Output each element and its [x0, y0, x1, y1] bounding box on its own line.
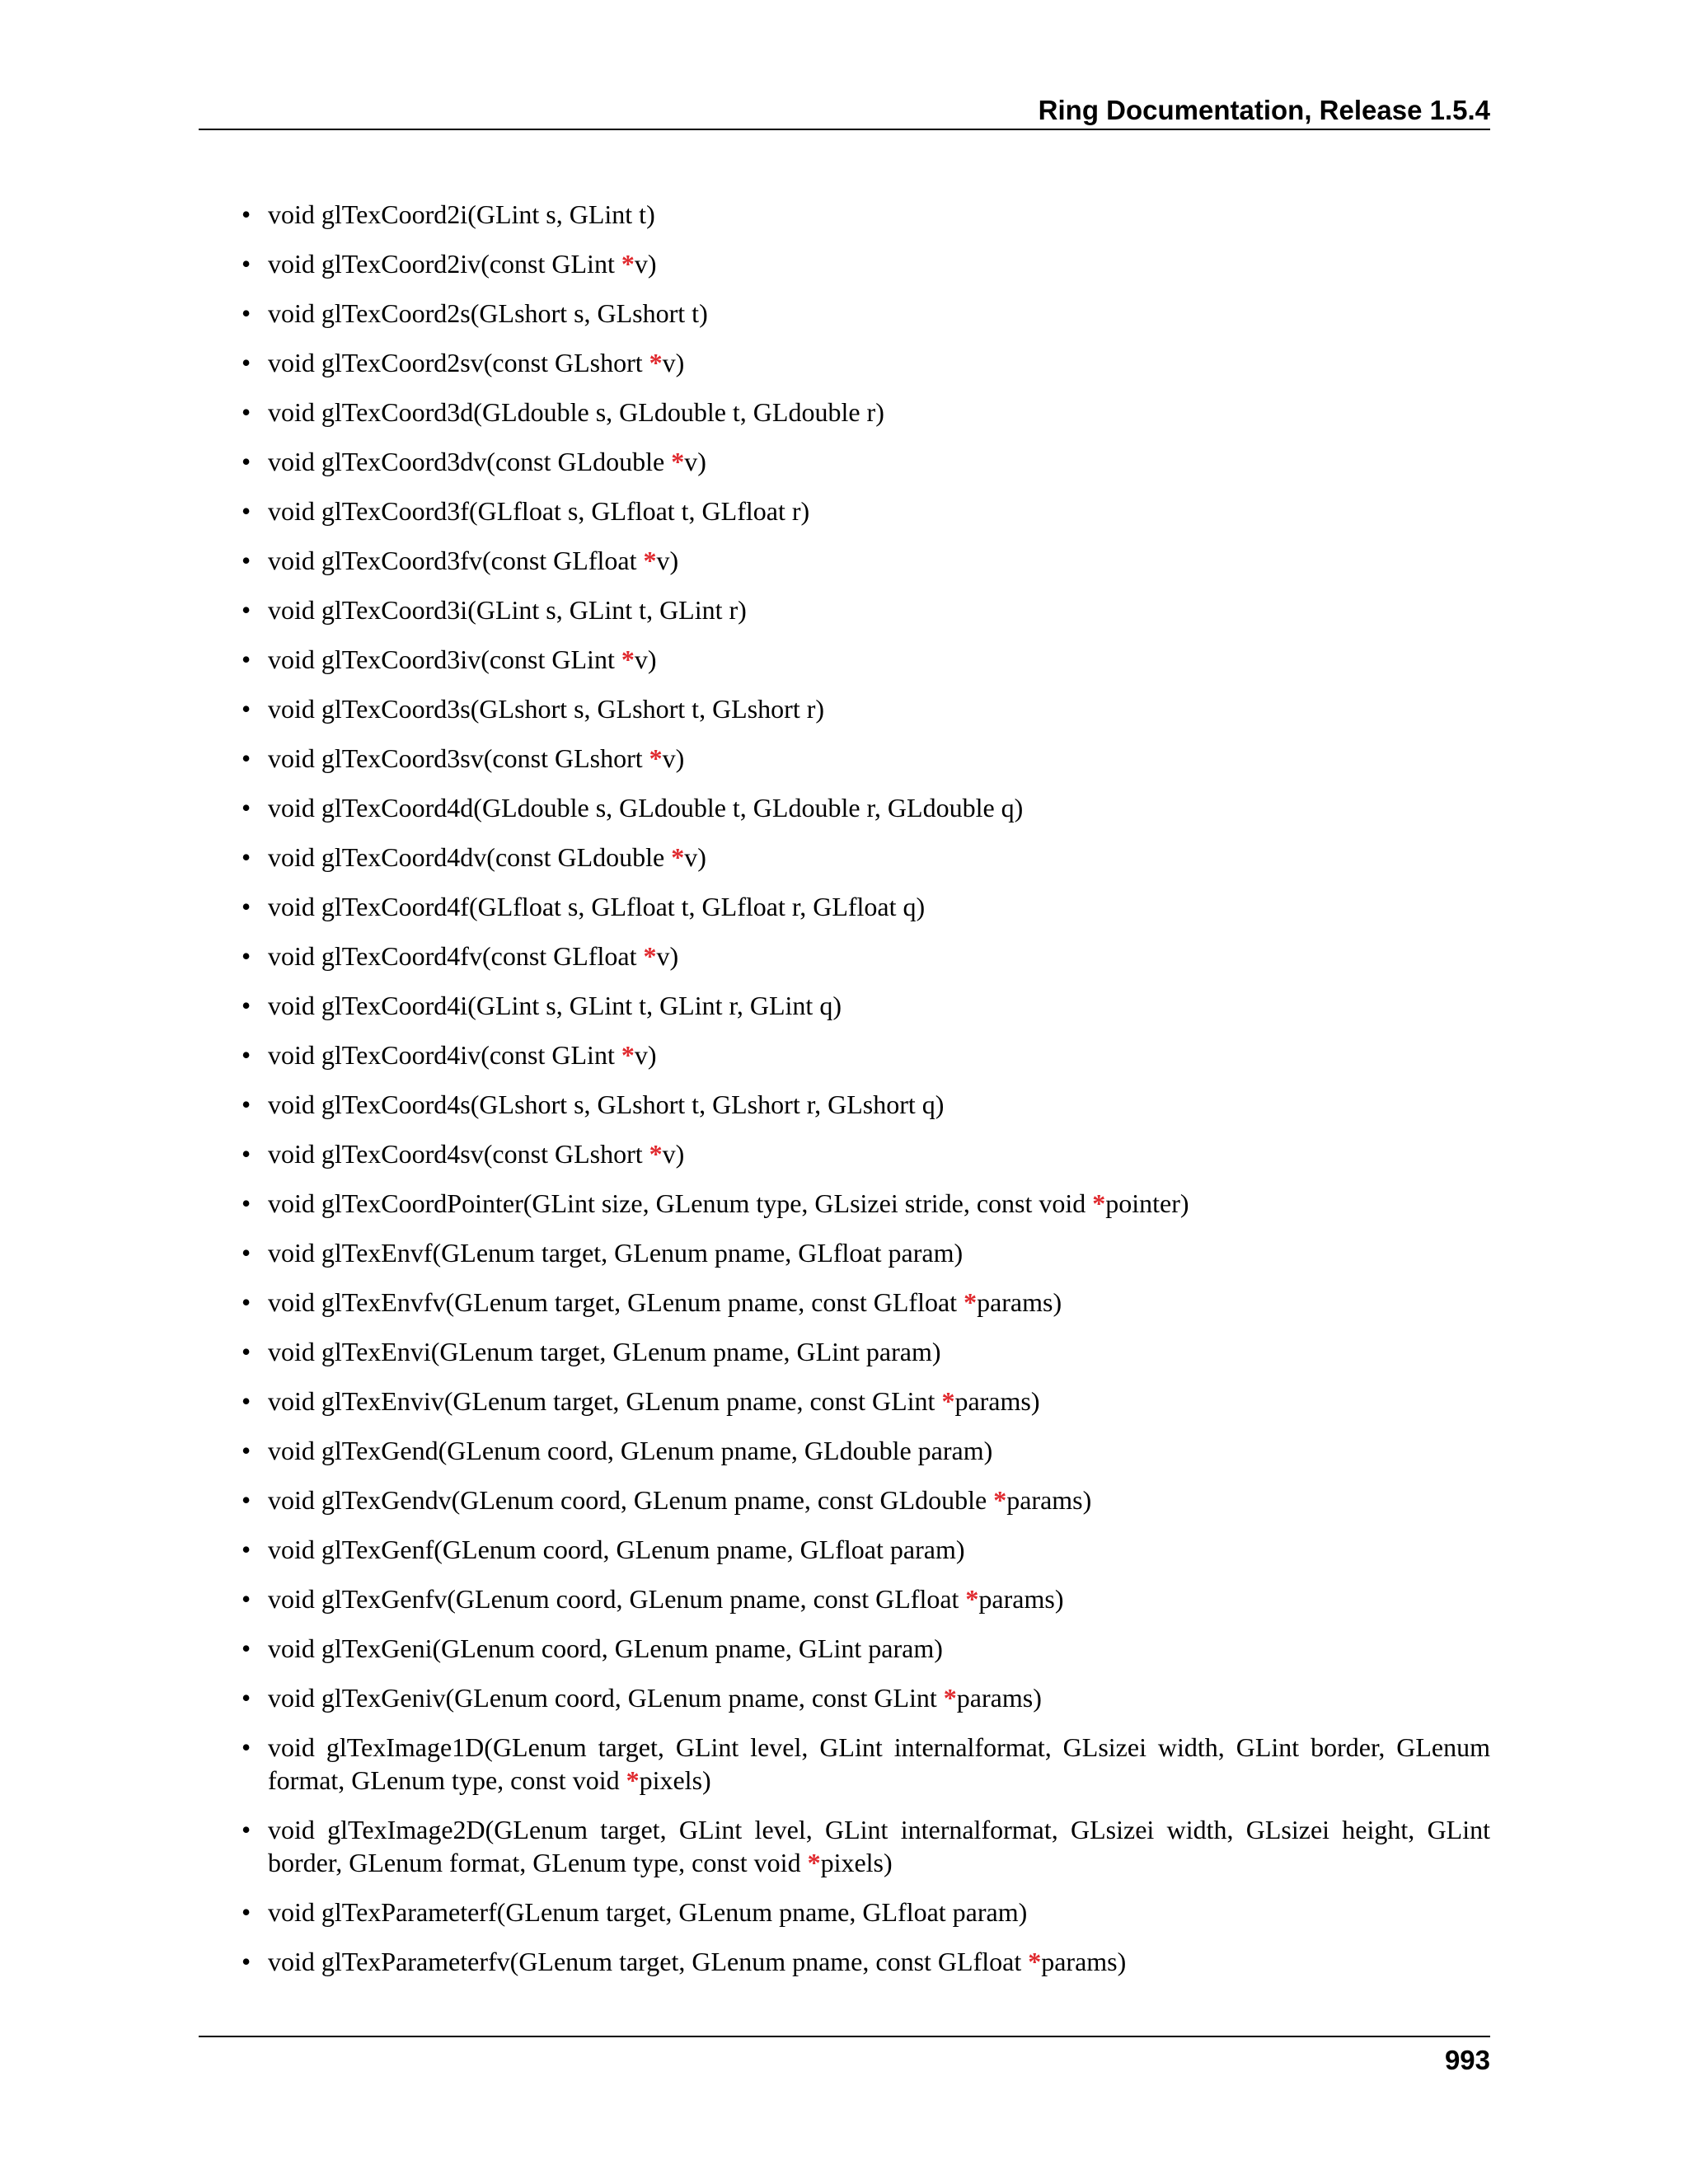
- signature-text: void glTexCoord3f(GLfloat s, GLfloat t, GLfloat r): [268, 496, 810, 526]
- signature-text: void glTexGeni(GLenum coord, GLenum pname, GLint param): [268, 1633, 943, 1663]
- bullet-icon: •: [241, 1436, 251, 1465]
- pointer-star: *: [671, 842, 685, 872]
- bullet-icon: •: [241, 1188, 251, 1218]
- bullet-icon: •: [241, 941, 251, 971]
- list-item: [199, 1533, 1490, 1566]
- list-item: [199, 791, 1490, 824]
- list-item: [199, 198, 1490, 231]
- bullet-icon: •: [241, 991, 251, 1020]
- signature-text: v): [656, 546, 679, 575]
- list-item: [199, 1896, 1490, 1929]
- bullet-icon: •: [241, 496, 251, 526]
- bullet-icon: •: [241, 1535, 251, 1564]
- signature-text: void glTexCoord4fv(const GLfloat: [268, 941, 644, 971]
- signature-text: void glTexCoord3iv(const GLint: [268, 644, 621, 674]
- signature-text: void glTexCoord4iv(const GLint: [268, 1040, 621, 1070]
- pointer-star: *: [964, 1287, 978, 1317]
- running-title: Ring Documentation, Release 1.5.4: [1038, 95, 1490, 125]
- list-item: [199, 1632, 1490, 1665]
- signature-text: void glTexCoord3i(GLint s, GLint t, GLint r): [268, 595, 747, 625]
- bullet-icon: •: [241, 1584, 251, 1614]
- pointer-star: *: [621, 644, 635, 674]
- signature-text: void glTexParameterf(GLenum target, GLenum pname, GLfloat param): [268, 1897, 1028, 1927]
- signature-text: void glTexCoord3fv(const GLfloat: [268, 546, 644, 575]
- signature-text: void glTexEnviv(GLenum target, GLenum pname, const GLint: [268, 1386, 942, 1416]
- list-item: [199, 742, 1490, 775]
- signature-text: void glTexCoord4i(GLint s, GLint t, GLint r, GLint q): [268, 991, 842, 1020]
- bullet-icon: •: [241, 1090, 251, 1119]
- signature-text: v): [662, 743, 685, 773]
- signature-text: pointer): [1105, 1188, 1189, 1218]
- bullet-icon: •: [241, 842, 251, 872]
- signature-text: void glTexGenf(GLenum coord, GLenum pname, GLfloat param): [268, 1535, 965, 1564]
- pointer-star: *: [965, 1584, 979, 1614]
- bullet-icon: •: [241, 1683, 251, 1713]
- signature-text: void glTexCoord3s(GLshort s, GLshort t, GLshort r): [268, 694, 825, 724]
- signature-text: void glTexCoord2sv(const GLshort: [268, 348, 649, 377]
- pointer-star: *: [671, 447, 685, 476]
- list-item: [199, 940, 1490, 972]
- signature-text: void glTexGendv(GLenum coord, GLenum pname, const GLdouble: [268, 1485, 994, 1515]
- signature-text: void glTexCoord2s(GLshort s, GLshort t): [268, 298, 708, 328]
- bullet-icon: •: [241, 447, 251, 476]
- signature-text: params): [1006, 1485, 1092, 1515]
- bullet-icon: •: [241, 397, 251, 427]
- pointer-star: *: [649, 1139, 663, 1169]
- list-item: [199, 890, 1490, 923]
- bullet-icon: •: [241, 1287, 251, 1317]
- bullet-icon: •: [241, 644, 251, 674]
- signature-text: params): [954, 1386, 1040, 1416]
- bullet-icon: •: [241, 1386, 251, 1416]
- signature-text: params): [977, 1287, 1062, 1317]
- signature-text: v): [634, 1040, 657, 1070]
- pointer-star: *: [643, 941, 657, 971]
- list-item: [199, 1038, 1490, 1071]
- signature-text: void glTexEnvfv(GLenum target, GLenum pname, const GLfloat: [268, 1287, 964, 1317]
- list-item: [199, 1286, 1490, 1319]
- function-signature-list: [199, 198, 1490, 1978]
- pointer-star: *: [993, 1485, 1007, 1515]
- list-item: [199, 1731, 1490, 1797]
- bullet-icon: •: [241, 249, 251, 279]
- signature-text: v): [684, 842, 706, 872]
- list-item: [199, 1088, 1490, 1121]
- list-item: [199, 1335, 1490, 1368]
- signature-text: v): [662, 1139, 685, 1169]
- list-item: [199, 544, 1490, 577]
- bullet-icon: •: [241, 298, 251, 328]
- bullet-icon: •: [241, 1897, 251, 1927]
- pointer-star: *: [943, 1683, 957, 1713]
- list-item: [199, 1813, 1490, 1879]
- pointer-star: *: [621, 1040, 635, 1070]
- list-item: [199, 692, 1490, 725]
- bullet-icon: •: [241, 199, 251, 229]
- signature-text: void glTexCoord3dv(const GLdouble: [268, 447, 672, 476]
- bullet-icon: •: [241, 892, 251, 921]
- list-item: [199, 1582, 1490, 1615]
- signature-text: v): [634, 644, 657, 674]
- signature-text: v): [662, 348, 685, 377]
- signature-text: params): [956, 1683, 1042, 1713]
- signature-text: void glTexEnvf(GLenum target, GLenum pname, GLfloat param): [268, 1238, 964, 1268]
- pointer-star: *: [807, 1848, 821, 1877]
- bullet-icon: •: [241, 1732, 251, 1762]
- list-item: [199, 1681, 1490, 1714]
- signature-text: void glTexCoord4d(GLdouble s, GLdouble t, GLdouble r, GLdouble q): [268, 793, 1024, 823]
- page-header: [199, 91, 1490, 130]
- bullet-icon: •: [241, 348, 251, 377]
- signature-text: void glTexEnvi(GLenum target, GLenum pname, GLint param): [268, 1337, 941, 1366]
- signature-text: v): [634, 249, 657, 279]
- list-item: [199, 989, 1490, 1022]
- list-item: [199, 593, 1490, 626]
- bullet-icon: •: [241, 1815, 251, 1844]
- signature-text: void glTexGeniv(GLenum coord, GLenum pname, const GLint: [268, 1683, 944, 1713]
- list-item: [199, 1236, 1490, 1269]
- signature-text: v): [656, 941, 679, 971]
- signature-text: void glTexImage1D(GLenum target, GLint level, GLint internalformat, GLsizei width, GLint border, GLenum format, GLenum type, const void: [268, 1732, 1490, 1795]
- signature-text: params): [1041, 1947, 1127, 1976]
- signature-text: void glTexGenfv(GLenum coord, GLenum pname, const GLfloat: [268, 1584, 966, 1614]
- page-footer: [199, 2036, 1490, 2075]
- signature-text: void glTexCoord2iv(const GLint: [268, 249, 621, 279]
- list-item: [199, 346, 1490, 379]
- signature-text: pixels): [639, 1765, 711, 1795]
- signature-text: void glTexCoord4sv(const GLshort: [268, 1139, 649, 1169]
- pointer-star: *: [626, 1765, 640, 1795]
- signature-text: void glTexCoord4f(GLfloat s, GLfloat t, GLfloat r, GLfloat q): [268, 892, 926, 921]
- list-item: [199, 1385, 1490, 1418]
- bullet-icon: •: [241, 595, 251, 625]
- page-number: 993: [1444, 2045, 1490, 2075]
- signature-text: void glTexGend(GLenum coord, GLenum pname, GLdouble param): [268, 1436, 993, 1465]
- bullet-icon: •: [241, 1040, 251, 1070]
- list-item: [199, 1187, 1490, 1220]
- signature-text: void glTexCoord4dv(const GLdouble: [268, 842, 672, 872]
- signature-text: void glTexCoord3d(GLdouble s, GLdouble t, GLdouble r): [268, 397, 884, 427]
- bullet-icon: •: [241, 793, 251, 823]
- bullet-icon: •: [241, 694, 251, 724]
- pointer-star: *: [1028, 1947, 1042, 1976]
- pointer-star: *: [643, 546, 657, 575]
- signature-text: void glTexCoord2i(GLint s, GLint t): [268, 199, 655, 229]
- bullet-icon: •: [241, 1485, 251, 1515]
- list-item: [199, 297, 1490, 330]
- bullet-icon: •: [241, 546, 251, 575]
- pointer-star: *: [649, 348, 663, 377]
- signature-text: params): [978, 1584, 1064, 1614]
- signature-text: void glTexCoord4s(GLshort s, GLshort t, GLshort r, GLshort q): [268, 1090, 945, 1119]
- bullet-icon: •: [241, 1947, 251, 1976]
- list-item: [199, 247, 1490, 280]
- list-item: [199, 494, 1490, 527]
- signature-text: void glTexCoord3sv(const GLshort: [268, 743, 649, 773]
- signature-text: v): [684, 447, 706, 476]
- bullet-icon: •: [241, 1238, 251, 1268]
- bullet-icon: •: [241, 1139, 251, 1169]
- bullet-icon: •: [241, 1633, 251, 1663]
- pointer-star: *: [1092, 1188, 1106, 1218]
- list-item: [199, 1137, 1490, 1170]
- signature-text: void glTexCoordPointer(GLint size, GLenum type, GLsizei stride, const void: [268, 1188, 1093, 1218]
- list-item: [199, 1434, 1490, 1467]
- bullet-icon: •: [241, 743, 251, 773]
- list-item: [199, 643, 1490, 676]
- list-item: [199, 396, 1490, 429]
- list-item: [199, 445, 1490, 478]
- list-item: [199, 1483, 1490, 1516]
- pointer-star: *: [649, 743, 663, 773]
- pointer-star: *: [621, 249, 635, 279]
- signature-text: void glTexParameterfv(GLenum target, GLenum pname, const GLfloat: [268, 1947, 1029, 1976]
- signature-text: void glTexImage2D(GLenum target, GLint level, GLint internalformat, GLsizei width, GLsizei height, GLint border, GLenum format, GLenum type, const void: [268, 1815, 1490, 1877]
- bullet-icon: •: [241, 1337, 251, 1366]
- page-content: [199, 198, 1490, 1994]
- list-item: [199, 1945, 1490, 1978]
- pointer-star: *: [941, 1386, 955, 1416]
- signature-text: pixels): [820, 1848, 893, 1877]
- list-item: [199, 841, 1490, 874]
